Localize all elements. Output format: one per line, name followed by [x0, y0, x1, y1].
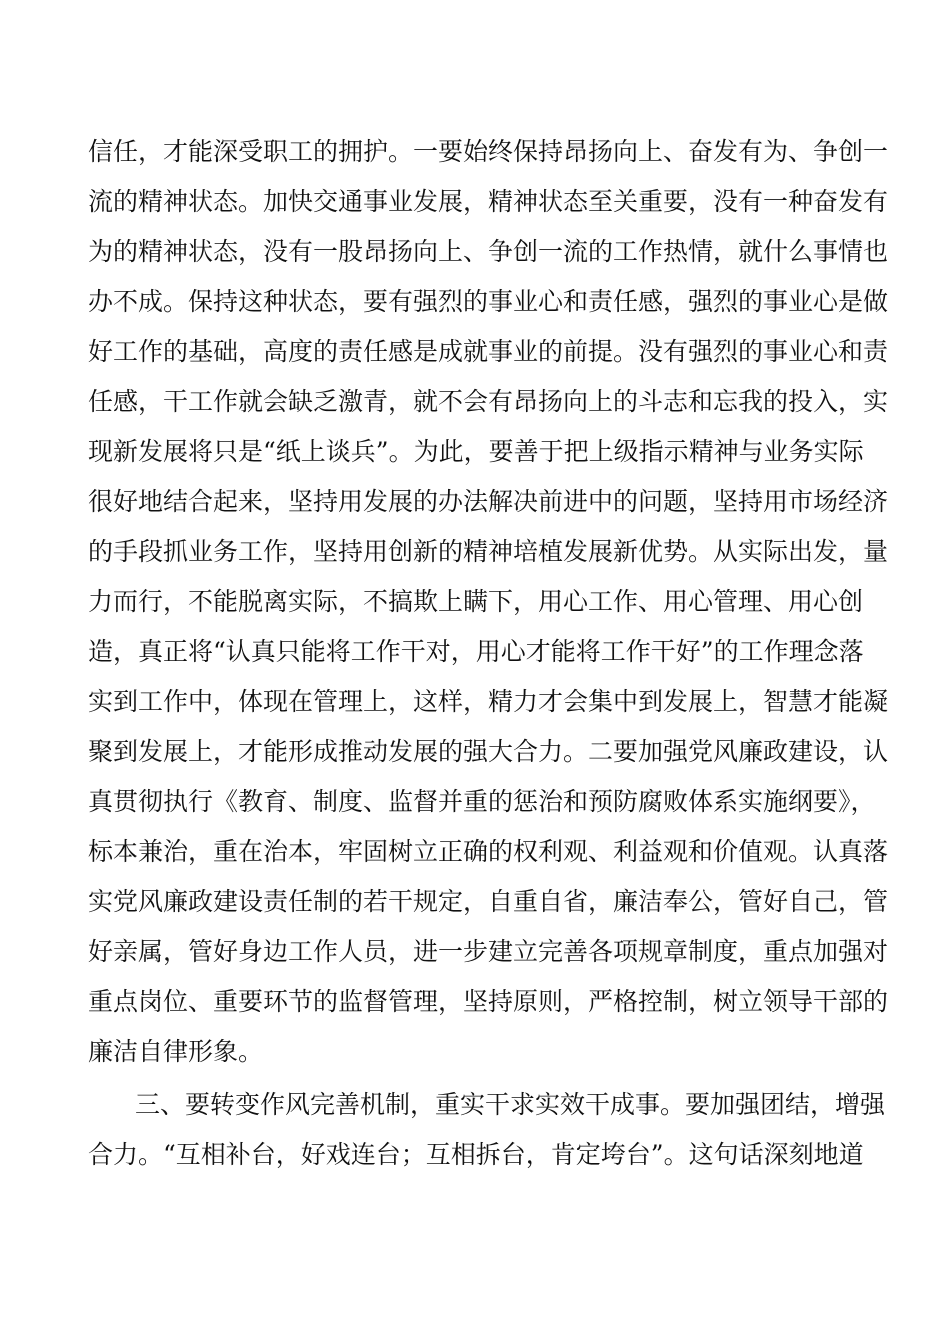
paragraph-first-line: 三、要转变作风完善机制，重实干求实效干成事。要加强团结，增强 [135, 1090, 886, 1119]
body-text-line: 的手段抓业务工作，坚持用创新的精神培植发展新优势。从实际出发，量 [88, 537, 889, 566]
body-text-line: 聚到发展上，才能形成推动发展的强大合力。二要加强党风廉政建设，认 [88, 737, 889, 766]
body-text-line: 为的精神状态，没有一股昂扬向上、争创一流的工作热情，就什么事情也 [88, 237, 889, 266]
body-text-line: 造，真正将“认真只能将工作干对，用心才能将工作干好”的工作理念落 [88, 637, 864, 666]
body-text-line: 合力。“互相补台，好戏连台；互相拆台，肯定垮台”。这句话深刻地道 [88, 1140, 864, 1169]
body-text-line: 很好地结合起来，坚持用发展的办法解决前进中的问题，坚持用市场经济 [88, 487, 889, 516]
body-text-line: 实到工作中，体现在管理上，这样，精力才会集中到发展上，智慧才能凝 [88, 687, 889, 716]
body-text-line: 廉洁自律形象。 [88, 1037, 264, 1066]
body-text-line: 信任，才能深受职工的拥护。一要始终保持昂扬向上、奋发有为、争创一 [88, 137, 889, 166]
body-text-line: 真贯彻执行《教育、制度、监督并重的惩治和预防腐败体系实施纲要》， [88, 787, 876, 816]
body-text-line: 办不成。保持这种状态，要有强烈的事业心和责任感，强烈的事业心是做 [88, 287, 889, 316]
body-text-line: 任感，干工作就会缺乏激青，就不会有昂扬向上的斗志和忘我的投入，实 [88, 387, 889, 416]
body-text-line: 好工作的基础，高度的责任感是成就事业的前提。没有强烈的事业心和责 [88, 337, 889, 366]
body-text-line: 现新发展将只是“纸上谈兵”。为此，要善于把上级指示精神与业务实际 [88, 437, 864, 466]
body-text-line: 好亲属，管好身边工作人员，进一步建立完善各项规章制度，重点加强对 [88, 937, 889, 966]
body-text-line: 流的精神状态。加快交通事业发展，精神状态至关重要，没有一种奋发有 [88, 187, 889, 216]
body-text-line: 重点岗位、重要环节的监督管理，坚持原则，严格控制，树立领导干部的 [88, 987, 889, 1016]
body-text-line: 实党风廉政建设责任制的若干规定，自重自省，廉洁奉公，管好自己，管 [88, 887, 889, 916]
body-text-line: 力而行，不能脱离实际，不搞欺上瞒下，用心工作、用心管理、用心创 [88, 587, 864, 616]
body-text-line: 标本兼治，重在治本，牢固树立正确的权利观、利益观和价值观。认真落 [88, 837, 889, 866]
